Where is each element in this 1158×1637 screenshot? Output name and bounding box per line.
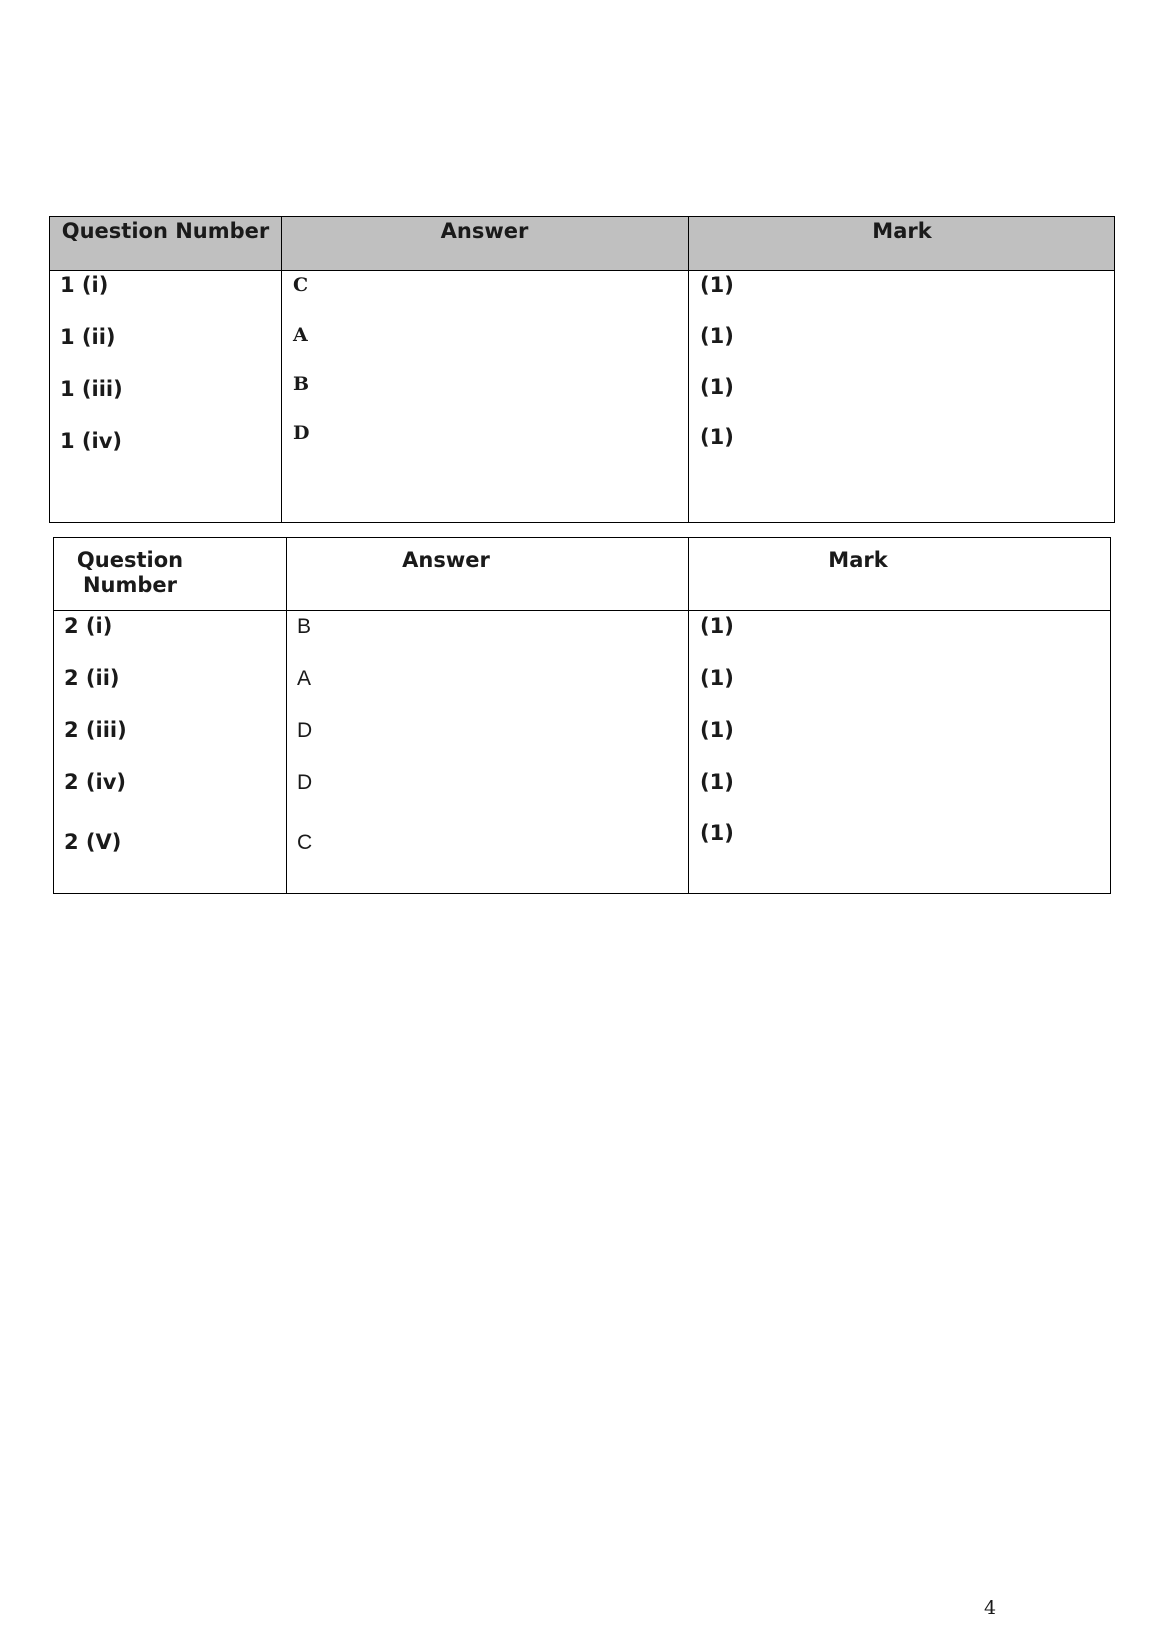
question-number: 1 (ii) [60,325,116,349]
answer-value: B [293,373,310,395]
header-mark: Mark [828,548,888,572]
mark-value: (1) [700,375,734,399]
answer-value: D [297,719,313,742]
header-answer: Answer [440,219,529,243]
answer-value: C [293,274,309,296]
question-number: 2 (V) [64,830,122,854]
question-number: 1 (i) [60,273,109,297]
header-question-number: Question Number [61,219,270,243]
answer-value: A [293,324,308,346]
header-answer: Answer [402,548,490,572]
mark-value: (1) [700,666,734,690]
question-number: 1 (iv) [60,429,123,453]
answer-value: B [297,615,312,638]
mark-value: (1) [700,324,734,348]
page-number: 4 [984,1597,997,1619]
mark-value: (1) [700,425,734,449]
answer-table-2 [53,537,1111,894]
question-number: 2 (i) [64,614,113,638]
mark-value: (1) [700,821,734,845]
header-question-number: Question Number [76,548,184,597]
question-number: 2 (iii) [64,718,127,742]
answer-value: D [297,771,313,794]
mark-value: (1) [700,770,734,794]
answer-value: D [293,422,310,444]
question-number: 2 (ii) [64,666,120,690]
mark-value: (1) [700,614,734,638]
header-mark: Mark [872,219,932,243]
mark-value: (1) [700,273,734,297]
answer-value: C [297,831,313,854]
question-number: 1 (iii) [60,377,123,401]
answer-value: A [297,667,312,690]
mark-value: (1) [700,718,734,742]
question-number: 2 (iv) [64,770,127,794]
answer-table-1 [49,216,1115,523]
